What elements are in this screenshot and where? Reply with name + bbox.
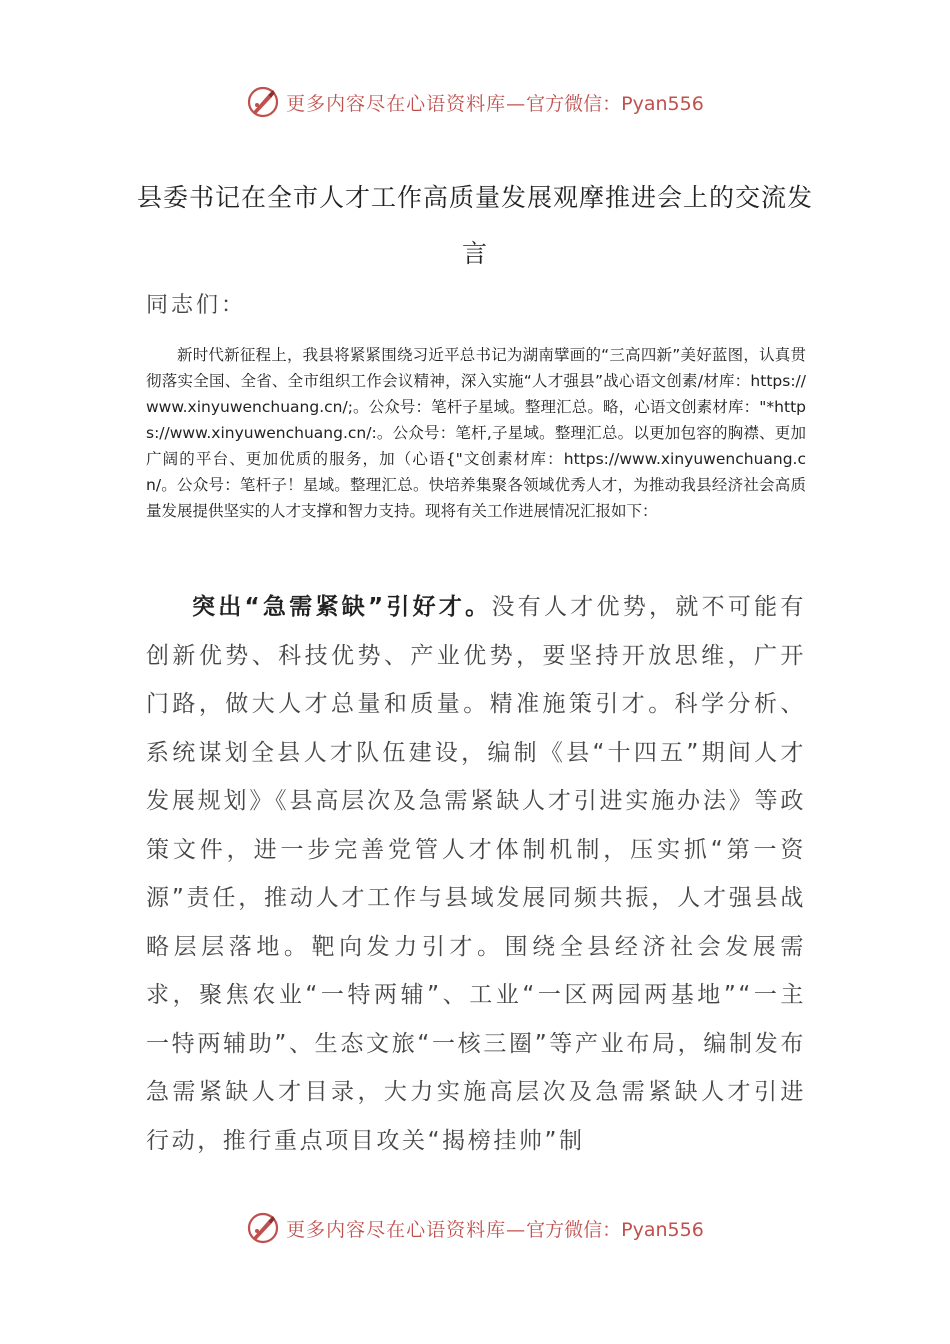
header-watermark-banner <box>0 82 950 122</box>
document-title: 县委书记在全市人才工作高质量发展观摩推进会上的交流发言 <box>136 183 813 268</box>
pen-logo-icon <box>246 85 280 119</box>
section-body: 没有人才优势，就不可能有创新优势、科技优势、产业优势，要坚持开放思维，广开门路，做大人才总量和质量。精准施策引才。科学分析、系统谋划全县人才队伍建设，编制《县“十四五”期间人才发展规划》《县高层次及急需紧缺人才引进实施办法》等政策文件，进一步完善党管人才体制机制，压实抓“第一资源”责任，推动人才工作与县域发展同频共振，人才强县战略层层落地。靶向发力引才。围绕全县经济社会发展需求，聚焦农业“一特两辅”、工业“一区两园两基地”“一主一特两辅助”、生态文旅“一核三圈”等产业布局，编制发布急需紧缺人才目录，大力实施高层次及急需紧缺人才引进行动，推行重点项目攻关“揭榜挂帅”制 <box>146 594 806 1154</box>
banner-wechat-label: 官方微信：Pyan556 <box>526 92 704 115</box>
intro-paragraph: 新时代新征程上，我县将紧紧围绕习近平总书记为湖南擘画的“三高四新”美好蓝图，认真贯彻落实全国、全省、全市组织工作会议精神，深入实施“人才强县”战心语文创素/材库：https://www.xinyuwenchuang.cn/;。公众号：笔杆子星域。整理汇总。略，心语文创素材库："*https://www.xinyuwenchuang.cn/:。公众号：笔杆,子星域。整理汇总。以更加包容的胸襟、更加广阔的平台、更加优质的服务，加（心语{"文创素材库：https://www.xinyuwenchuang.cn/。公众号：笔杆子！星域。整理汇总。快培养集聚各领域优秀人才，为推动我县经济社会高质量发展提供坚实的人才支撑和智力支持。现将有关工作进展情况汇报如下： <box>146 346 806 520</box>
salutation: 同志们： <box>146 293 247 318</box>
banner-text: 更多内容尽在心语资料库— <box>286 1218 527 1241</box>
section-heading: 突出“急需紧缺”引好才。 <box>192 594 492 620</box>
footer-watermark-banner <box>0 1208 950 1248</box>
banner-wechat-label: 官方微信：Pyan556 <box>526 1218 704 1241</box>
banner-text: 更多内容尽在心语资料库— <box>286 92 527 115</box>
pen-logo-icon <box>246 1211 280 1245</box>
section-paragraph <box>146 583 806 1165</box>
